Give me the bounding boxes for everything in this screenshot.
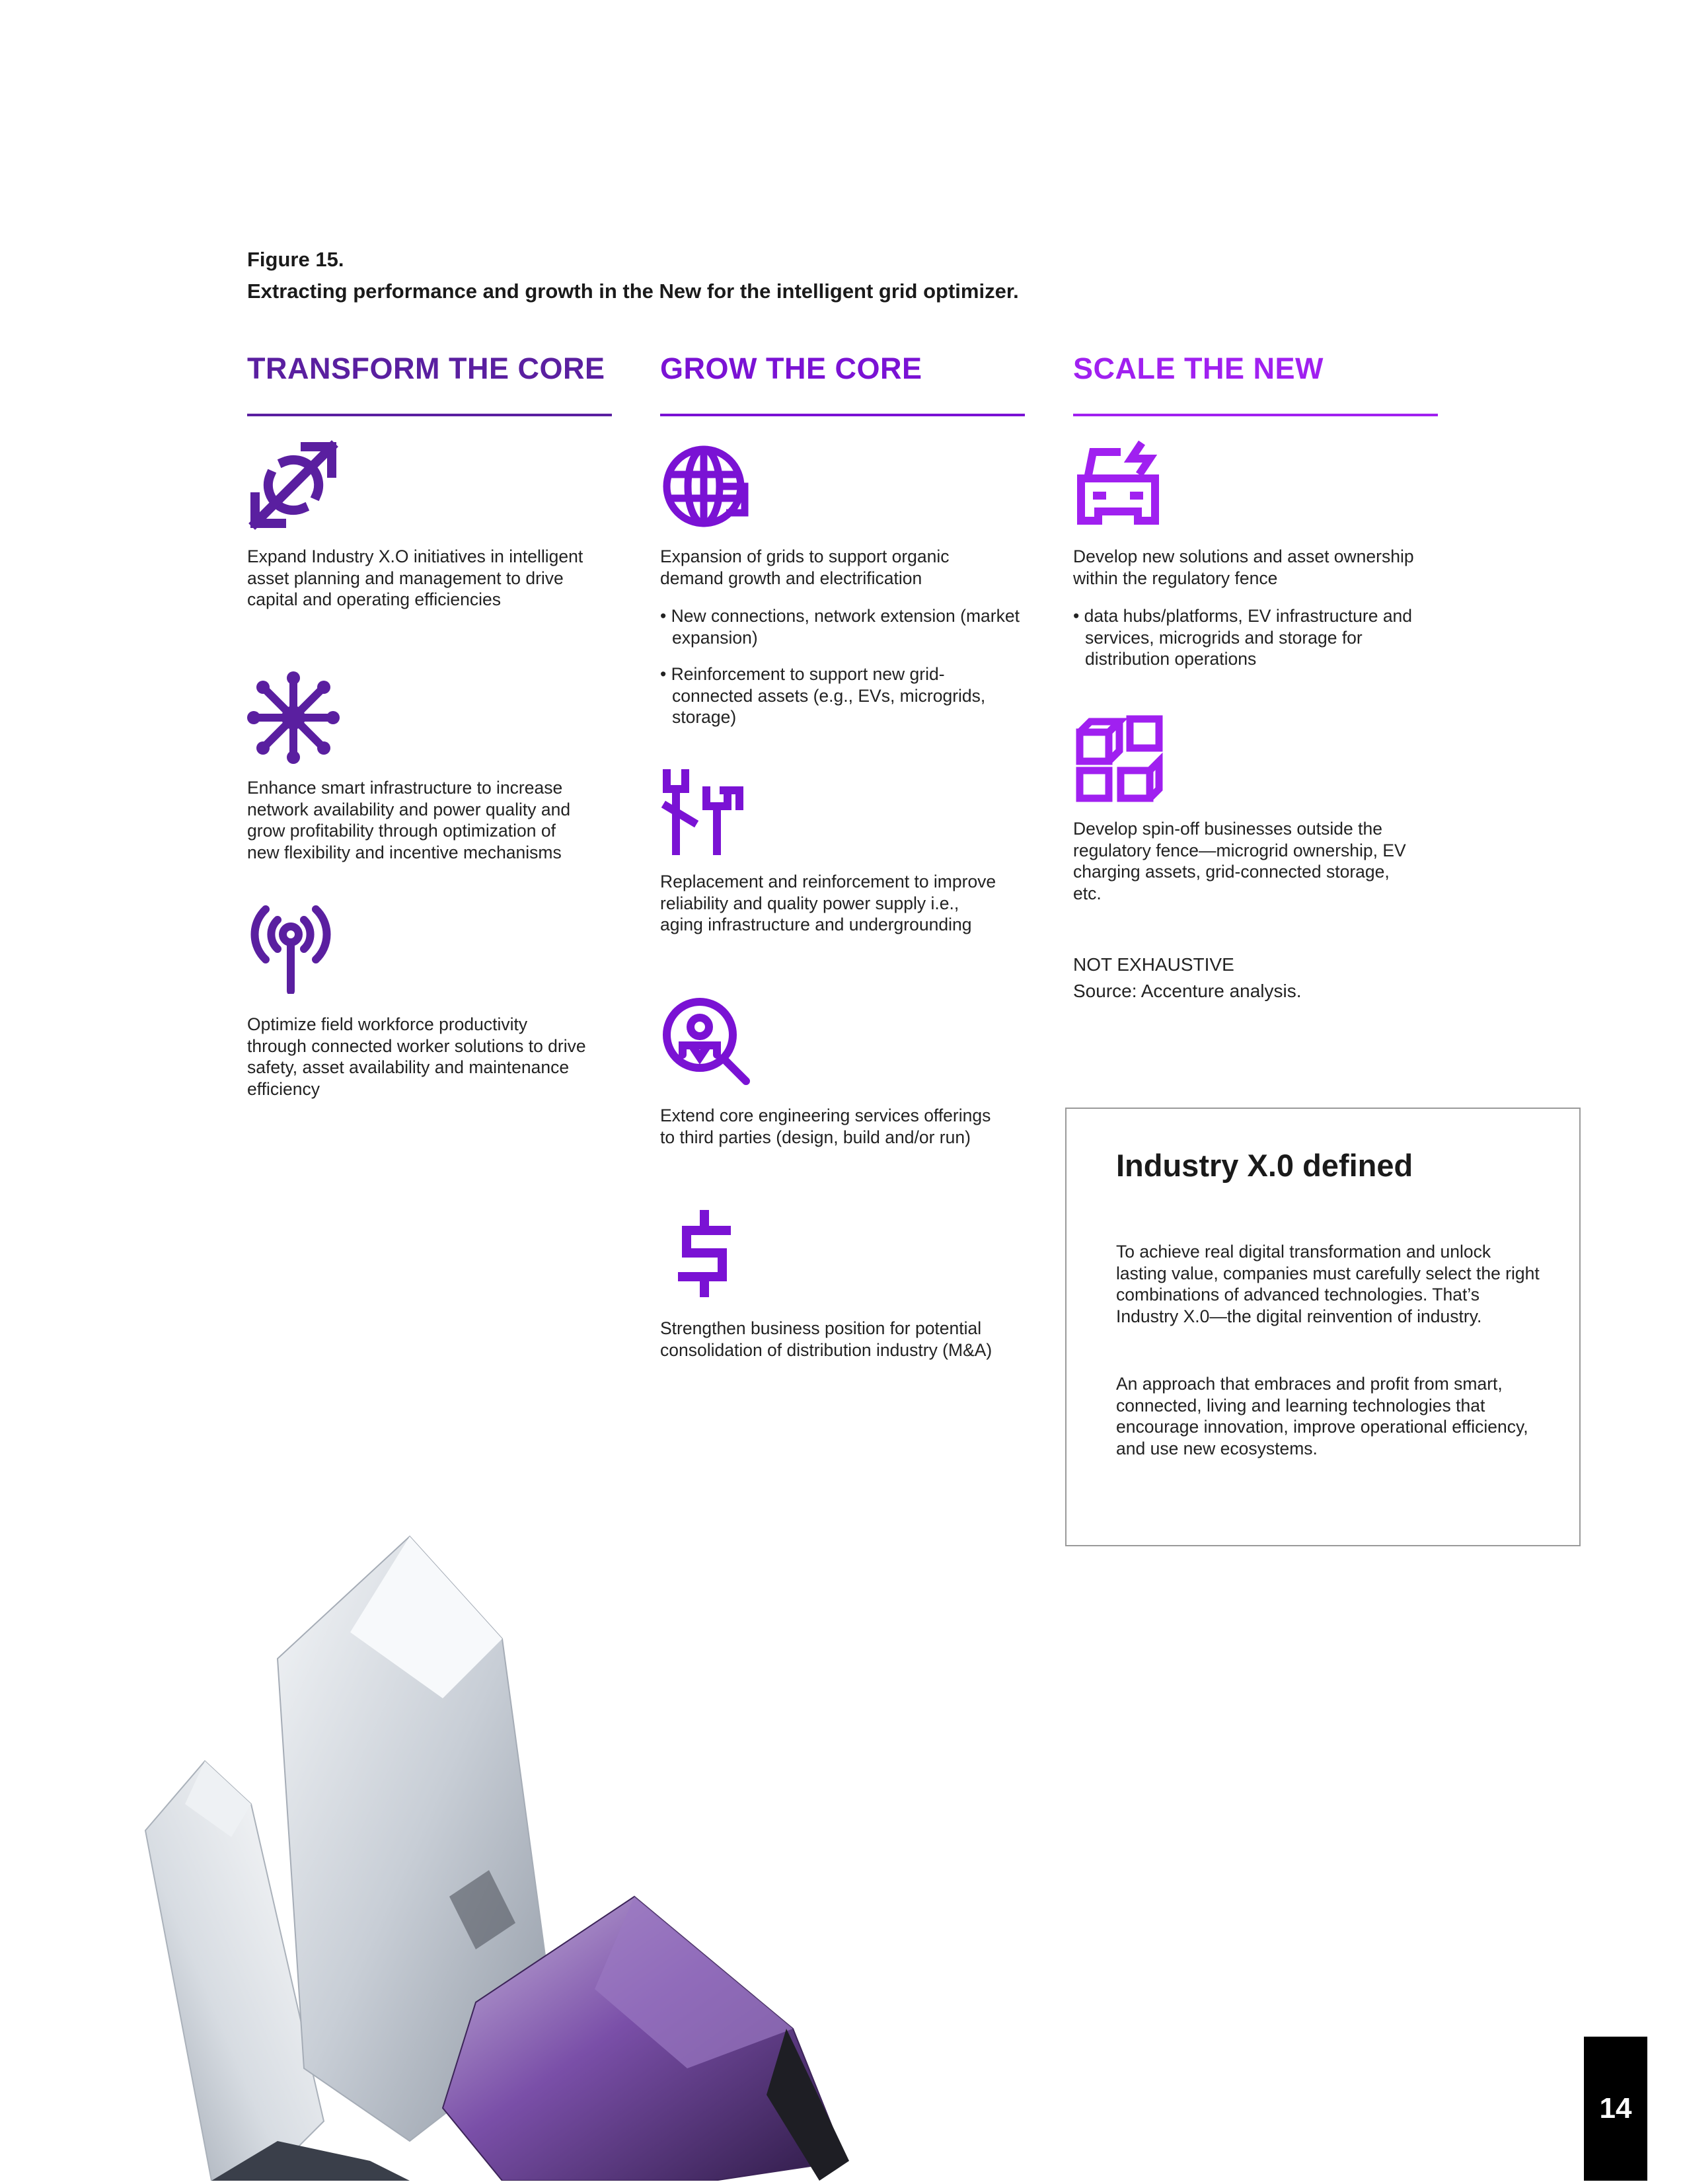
definition-box	[1065, 1108, 1581, 1546]
column-rule-grow	[660, 414, 1025, 416]
dollar-sign-icon	[660, 1208, 753, 1300]
column-heading-transform: TRANSFORM THE CORE	[247, 352, 605, 385]
search-person-icon	[660, 995, 753, 1088]
transform-item-1-text: Expand Industry X.O initiatives in intelligent asset planning and management to drive capital and operating efficiencies	[247, 546, 583, 609]
not-exhaustive-note: NOT EXHAUSTIVE	[1073, 954, 1234, 975]
scale-item-1-bullet-1: • data hubs/platforms, EV infrastructure and services, microgrids and storage for distribution operations	[1073, 606, 1413, 669]
grow-item-1-bullet-2: • Reinforcement to support new grid-connected assets (e.g., EVs, microgrids, storage)	[660, 664, 986, 727]
grow-item-3-text: Extend core engineering services offerings to third parties (design, build and/or run)	[660, 1106, 991, 1147]
grow-item-2-text: Replacement and reinforcement to improve reliability and quality power supply i.e., aging infrastructure and undergrounding	[660, 872, 996, 934]
transform-item-2-text: Enhance smart infrastructure to increase network availability and power quality and grow profitability through optimization of new flexibility and incentive mechanisms	[247, 778, 571, 862]
column-heading-scale: SCALE THE NEW	[1073, 352, 1324, 385]
blocks-icon	[1073, 712, 1166, 805]
figure-title: Extracting performance and growth in the New for the intelligent grid optimizer.	[247, 280, 1019, 303]
link-arrow-icon	[247, 439, 340, 531]
page-number: 14	[1584, 2037, 1647, 2181]
definition-paragraph-1: To achieve real digital transformation and unlock lasting value, companies must carefully select the right combinations of advanced technologies. That’s Industry X.0—the digital reinvention of industry.	[1116, 1242, 1540, 1326]
power-plugs-icon	[660, 767, 753, 859]
definition-title: Industry X.0 defined	[1116, 1148, 1413, 1183]
crystal-illustration	[132, 1526, 859, 2181]
column-rule-transform	[247, 414, 612, 416]
scale-item-1-text: Develop new solutions and asset ownership within the regulatory fence	[1073, 546, 1414, 588]
scale-item-2-text: Develop spin-off businesses outside the regulatory fence—microgrid ownership, EV charging assets, grid-connected storage, etc.	[1073, 819, 1406, 903]
figure-label: Figure 15.	[247, 248, 344, 271]
column-rule-scale	[1073, 414, 1438, 416]
source-note: Source: Accenture analysis.	[1073, 981, 1302, 1001]
network-hub-icon	[247, 671, 340, 764]
grow-item-1-bullet-1: • New connections, network extension (market expansion)	[660, 606, 1020, 648]
electric-car-icon	[1073, 439, 1166, 531]
transform-item-3-text: Optimize field workforce productivity through connected worker solutions to drive safety, asset availability and maintenance efficiency	[247, 1014, 586, 1099]
antenna-signal-icon	[247, 901, 340, 994]
grow-item-4-text: Strengthen business position for potential consolidation of distribution industry (M&A)	[660, 1318, 992, 1360]
definition-paragraph-2: An approach that embraces and profit from smart, connected, living and learning technologies that encourage innovation, improve operational efficiency, and use new ecosystems.	[1116, 1374, 1528, 1458]
column-heading-grow: GROW THE CORE	[660, 352, 922, 385]
globe-grid-icon	[660, 439, 753, 531]
grow-item-1-text: Expansion of grids to support organic demand growth and electrification	[660, 546, 950, 588]
